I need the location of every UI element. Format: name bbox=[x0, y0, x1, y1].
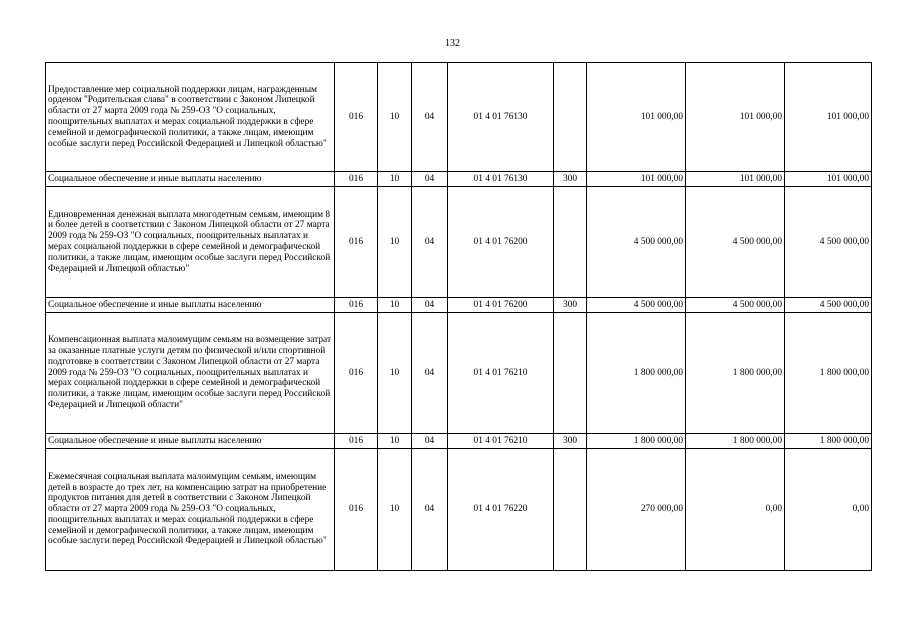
amount-2: 101 000,00 bbox=[686, 172, 785, 187]
expense-type-code: 300 bbox=[554, 172, 587, 187]
expense-type-code bbox=[554, 63, 587, 172]
row-name: Ежемесячная социальная выплата малоимущим семьям, имеющим детей в возрасте до трех лет, на компенсацию затрат на приобретение продуктов питания для детей в соответствии с Законом Липецкой области от 27 марта 2009 года № 259-ОЗ "О социальных, поощрительных выплатах и мерах социальной поддержки в сфере семейной и демографической политики, а также лицам, имеющим особые заслуги перед Российской Федерацией и Липецкой областью" bbox=[46, 449, 335, 571]
section-code: 10 bbox=[378, 313, 412, 434]
row-name: Компенсационная выплата малоимущим семьям на возмещение затрат за оказанные платные услуги детям по физической и/или спортивной подготовке в соответствии с Законом Липецкой области от 27 марта 2009 года № 259-ОЗ "О социальных, поощрительных выплатах и мерах социальной поддержки в сфере семейной и демографической политики, а также лицам, имеющим особые заслуги перед Российской Федерацией и Липецкой области" bbox=[46, 313, 335, 434]
amount-2: 4 500 000,00 bbox=[686, 298, 785, 313]
ministry-code: 016 bbox=[335, 298, 378, 313]
table-row bbox=[46, 63, 872, 172]
target-code: 01 4 01 76200 bbox=[448, 298, 554, 313]
ministry-code: 016 bbox=[335, 313, 378, 434]
amount-2: 0,00 bbox=[686, 449, 785, 571]
target-code: 01 4 01 76130 bbox=[448, 172, 554, 187]
amount-1: 4 500 000,00 bbox=[587, 298, 686, 313]
target-code: 01 4 01 76200 bbox=[448, 187, 554, 298]
target-code: 01 4 01 76130 bbox=[448, 63, 554, 172]
subsection-code: 04 bbox=[412, 449, 448, 571]
ministry-code: 016 bbox=[335, 187, 378, 298]
ministry-code: 016 bbox=[335, 434, 378, 449]
row-name: Единовременная денежная выплата многодетным семьям, имеющим 8 и более детей в соответствии с Законом Липецкой области от 27 марта 2009 года № 259-ОЗ "О социальных, поощрительных выплатах и мерах социальной поддержки в сфере семейной и демографической политики, а также лицам, имеющим особые заслуги перед Российской Федерацией и Липецкой областью" bbox=[46, 187, 335, 298]
amount-3: 1 800 000,00 bbox=[785, 313, 872, 434]
expense-type-code: 300 bbox=[554, 298, 587, 313]
expense-type-code bbox=[554, 187, 587, 298]
expense-type-code bbox=[554, 313, 587, 434]
subsection-code: 04 bbox=[412, 298, 448, 313]
amount-3: 1 800 000,00 bbox=[785, 434, 872, 449]
amount-1: 1 800 000,00 bbox=[587, 434, 686, 449]
table-row bbox=[46, 313, 872, 434]
subsection-code: 04 bbox=[412, 63, 448, 172]
amount-1: 1 800 000,00 bbox=[587, 313, 686, 434]
row-name: Социальное обеспечение и иные выплаты населению bbox=[46, 298, 335, 313]
subsection-code: 04 bbox=[412, 172, 448, 187]
section-code: 10 bbox=[378, 449, 412, 571]
table-row bbox=[46, 449, 872, 571]
amount-2: 4 500 000,00 bbox=[686, 187, 785, 298]
table-row bbox=[46, 172, 872, 187]
amount-1: 4 500 000,00 bbox=[587, 187, 686, 298]
subsection-code: 04 bbox=[412, 187, 448, 298]
row-name: Социальное обеспечение и иные выплаты населению bbox=[46, 434, 335, 449]
table-row bbox=[46, 298, 872, 313]
ministry-code: 016 bbox=[335, 172, 378, 187]
amount-2: 1 800 000,00 bbox=[686, 434, 785, 449]
amount-1: 101 000,00 bbox=[587, 172, 686, 187]
budget-table bbox=[45, 62, 872, 571]
table-row bbox=[46, 434, 872, 449]
target-code: 01 4 01 76210 bbox=[448, 313, 554, 434]
amount-3: 0,00 bbox=[785, 449, 872, 571]
ministry-code: 016 bbox=[335, 449, 378, 571]
table-row bbox=[46, 187, 872, 298]
target-code: 01 4 01 76220 bbox=[448, 449, 554, 571]
page-number: 132 bbox=[445, 38, 460, 49]
amount-3: 4 500 000,00 bbox=[785, 187, 872, 298]
section-code: 10 bbox=[378, 63, 412, 172]
row-name: Предоставление мер социальной поддержки лицам, награжденным орденом "Родительская слава" в соответствии с Законом Липецкой области от 27 марта 2009 года № 259-ОЗ "О социальных, поощрительных выплатах и мерах социальной поддержки в сфере семейной и демографической политики, а также лицам, имеющим особые заслуги перед Российской Федерацией и Липецкой областью" bbox=[46, 63, 335, 172]
section-code: 10 bbox=[378, 172, 412, 187]
amount-1: 101 000,00 bbox=[587, 63, 686, 172]
target-code: 01 4 01 76210 bbox=[448, 434, 554, 449]
expense-type-code bbox=[554, 449, 587, 571]
amount-3: 101 000,00 bbox=[785, 63, 872, 172]
section-code: 10 bbox=[378, 298, 412, 313]
subsection-code: 04 bbox=[412, 434, 448, 449]
amount-3: 4 500 000,00 bbox=[785, 298, 872, 313]
subsection-code: 04 bbox=[412, 313, 448, 434]
section-code: 10 bbox=[378, 434, 412, 449]
section-code: 10 bbox=[378, 187, 412, 298]
amount-3: 101 000,00 bbox=[785, 172, 872, 187]
amount-1: 270 000,00 bbox=[587, 449, 686, 571]
amount-2: 1 800 000,00 bbox=[686, 313, 785, 434]
expense-type-code: 300 bbox=[554, 434, 587, 449]
amount-2: 101 000,00 bbox=[686, 63, 785, 172]
ministry-code: 016 bbox=[335, 63, 378, 172]
row-name: Социальное обеспечение и иные выплаты населению bbox=[46, 172, 335, 187]
